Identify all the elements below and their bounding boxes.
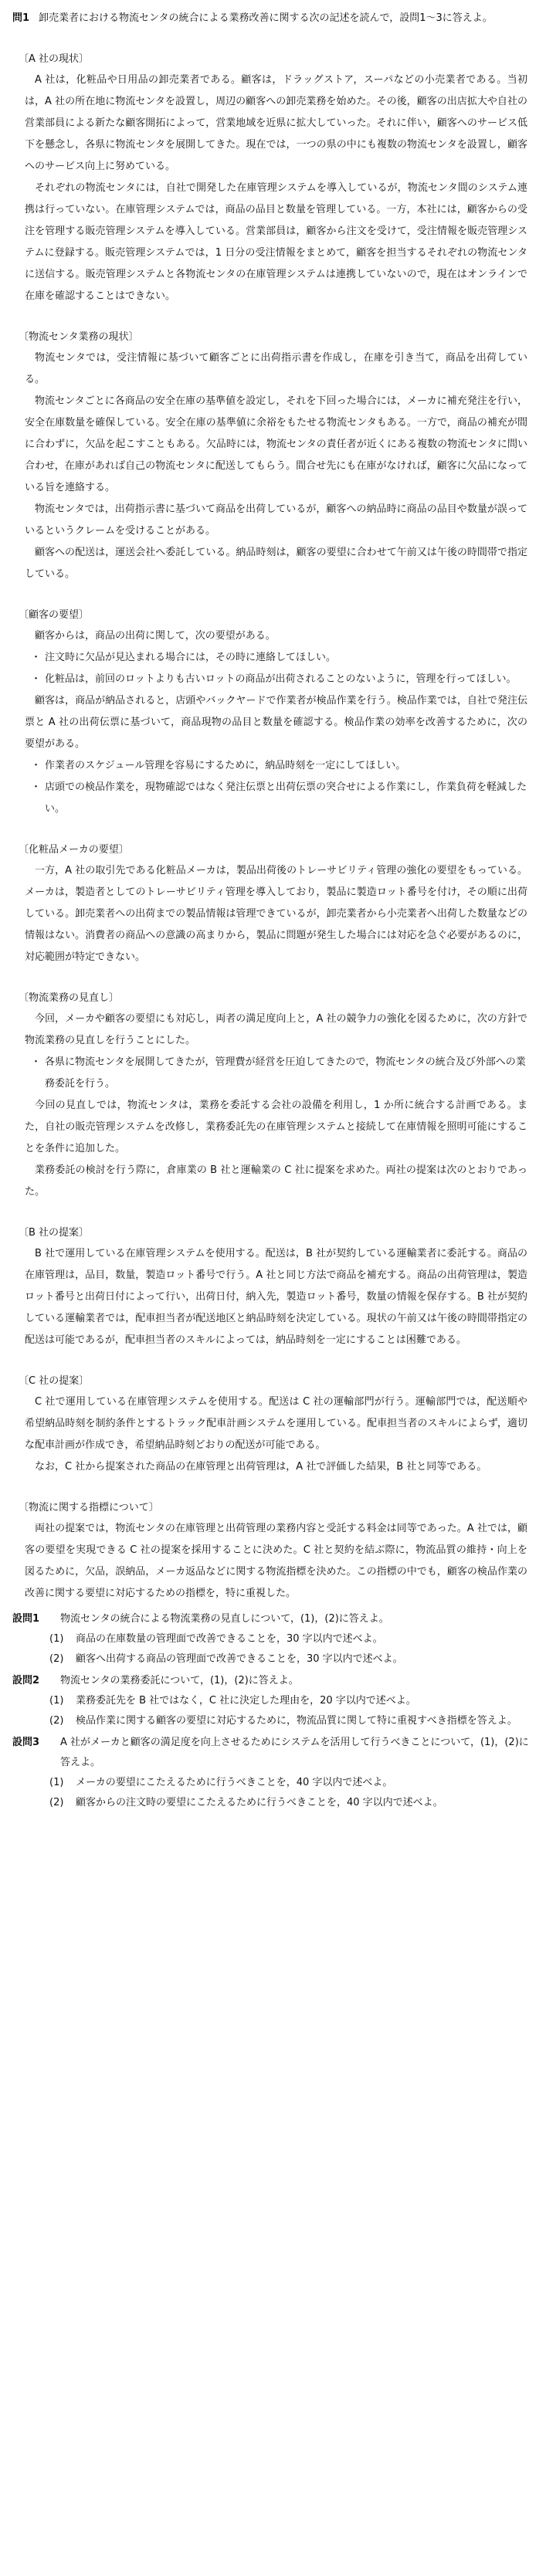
bullet-mark: ・ — [31, 1056, 42, 1068]
sub-question-number: 設問1 — [12, 1613, 40, 1625]
bullet-text: 作業者のスケジュール管理を容易にするために，納品時刻を一定にしてほしい。 — [45, 760, 406, 771]
paragraph: C 社で運用している在庫管理システムを使用する。配送は C 社の運輸部門が行う。運輸部門では，配送順や希望納品時刻を制約条件とするトラック配車計画システムを運用している。配車担当者のスキルによらず，適切な配車計画が作成でき，希望納品時刻どおりの配送が可能である。 — [25, 1396, 527, 1451]
sub-question-item — [49, 1711, 534, 1731]
item-number: (1) — [49, 1633, 64, 1645]
case-section — [12, 327, 534, 585]
bullet-mark: ・ — [31, 652, 42, 663]
paragraph: B 社で運用している在庫管理システムを使用する。配送は，B 社が契約している運輸業者に委託する。商品の在庫管理は，品目，数量，製造ロット番号で行う。A 社と同じ方法で商品を補充する。商品の出荷管理は，製造ロット番号と出荷日付によって行い，出荷日付，納入先，製造ロット番号，数量の情報を保存する。B 社が契約している運輸業者では，配車担当者が配送地区と納品時刻を決定している。現状の午前又は午後の時間帯指定の配送は可能であるが，配車担当者のスキルによっては，納品時刻を一定にすることは困難である。 — [25, 1248, 527, 1346]
item-number: (2) — [49, 1797, 64, 1808]
paragraph: 顧客からは，商品の出荷に関して，次の要望がある。 — [35, 630, 276, 642]
paragraph: 業務委託の検討を行う際に，倉庫業の B 社と運輸業の C 社に提案を求めた。両社の提案は次のとおりであった。 — [25, 1164, 527, 1198]
sub-questions — [12, 1609, 534, 1813]
section-title: 〔物流に関する指標について〕 — [19, 1502, 159, 1513]
section-title: 〔A 社の現状〕 — [19, 53, 90, 65]
item-number: (2) — [49, 1715, 64, 1727]
item-text: 顧客へ出荷する商品の管理面で改善できることを，30 字以内で述べよ。 — [76, 1653, 403, 1665]
paragraph: 物流センタでは，受注情報に基づいて顧客ごとに出荷指示書を作成し，在庫を引き当て，商品を出荷している。 — [25, 352, 527, 385]
sub-question-text: A 社がメーカと顧客の満足度を向上させるためにシステムを活用して行うべきことについて，(1)，(2)に答えよ。 — [60, 1737, 529, 1768]
item-text: 商品の在庫数量の管理面で改善できることを，30 字以内で述べよ。 — [76, 1633, 383, 1645]
sub-question-item — [49, 1773, 534, 1793]
case-section — [12, 1371, 534, 1478]
sub-question-item — [49, 1629, 534, 1649]
sub-question-item — [49, 1649, 534, 1669]
section-title: 〔顧客の要望〕 — [19, 609, 90, 621]
question-number: 問1 — [12, 12, 30, 24]
item-number: (1) — [49, 1695, 64, 1707]
paragraph: A 社は，化粧品や日用品の卸売業者である。顧客は，ドラッグストア，スーパなどの小売業者である。当初は，A 社の所在地に物流センタを設置し，周辺の顧客への卸売業務を始めた。その後，顧客の出店拡大や自社の営業部員による新たな顧客開拓によって，営業地域を近県に拡大していった。それに伴い，顧客へのサービス低下を懸念し，各県に物流センタを展開してきた。現在では，一つの県の中にも複数の物流センタを設置し，顧客へのサービス向上に努めている。 — [25, 74, 527, 172]
sub-question-number: 設問2 — [12, 1675, 40, 1686]
paragraph: 今回，メーカや顧客の要望にも対応し，両者の満足度向上と，A 社の競争力の強化を図るために，次の方針で物流業務の見直しを行うことにした。 — [25, 1013, 527, 1046]
sub-question-item — [49, 1793, 534, 1813]
bullet-item — [31, 755, 527, 777]
paragraph: 物流センタごとに各商品の安全在庫の基準値を設定し，それを下回った場合には，メーカに補充発注を行い，安全在庫数量を確保している。安全在庫の基準値に余裕をもたせる物流センタもある。一方で，商品の補充が間に合わずに，欠品を起こすこともある。欠品時には，物流センタの責任者が近くにある複数の物流センタに問い合わせ，在庫があれば自己の物流センタに配送してもらう。間合せ先にも在庫がなければ，顧客に欠品になっている旨を連絡する。 — [25, 395, 527, 493]
item-text: 業務委託先を B 社ではなく，C 社に決定した理由を，20 字以内で述べよ。 — [76, 1695, 416, 1707]
case-section — [12, 988, 534, 1203]
bullet-item — [31, 669, 527, 690]
section-title: 〔B 社の提案〕 — [19, 1227, 90, 1239]
paragraph: 物流センタでは，出荷指示書に基づいて商品を出荷しているが，顧客への納品時に商品の品目や数量が誤っているというクレームを受けることがある。 — [25, 503, 527, 537]
sub-question — [12, 1733, 534, 1773]
item-text: メーカの要望にこたえるために行うべきことを，40 字以内で述べよ。 — [76, 1777, 393, 1788]
paragraph: 今回の見直しでは，物流センタは，業務を委託する会社の設備を利用し，1 か所に統合する計画である。また，自社の販売管理システムを改修し，業務委託先の在庫管理システムと接続して在庫情報を照明可能にすることを条件に追加した。 — [25, 1100, 527, 1154]
item-text: 顧客からの注文時の要望にこたえるために行うべきことを，40 字以内で述べよ。 — [76, 1797, 443, 1808]
bullet-text: 化粧品は，前回のロットよりも古いロットの商品が出荷されることのないように，管理を行ってほしい。 — [45, 673, 517, 685]
sub-question — [12, 1609, 534, 1629]
item-number: (2) — [49, 1653, 64, 1665]
sub-question-number: 設問3 — [12, 1737, 40, 1748]
sub-question-text: 物流センタの統合による物流業務の見直しについて，(1)，(2)に答えよ。 — [60, 1613, 389, 1625]
section-title: 〔物流業務の見直し〕 — [19, 992, 120, 1004]
paragraph: 両社の提案では，物流センタの在庫管理と出荷管理の業務内容と受託する料金は同等であった。A 社では，顧客の要望を実現できる C 社の提案を採用することに決めた。C 社と契約を結ぶ際に，物流品質の維持・向上を図るために，欠品，誤納品，メーカ返品などに関する物流指標を決めた。この指標の中でも，顧客の検品作業の改善に関する要望に対応するための指標を，特に重視した。 — [25, 1523, 527, 1599]
bullet-item — [31, 1052, 527, 1095]
case-sections — [12, 49, 534, 1605]
item-number: (1) — [49, 1777, 64, 1788]
paragraph: 一方，A 社の取引先である化粧品メーカは，製品出荷後のトレーサビリティ管理の強化の要望をもっている。メーカは，製造者としてのトレーサビリティ管理を導入しており，製品に製造ロット番号を付け，その順に出荷している。卸売業者への出荷までの製品情報は管理できているが，卸売業者から小売業者へ出荷した数量などの情報はない。消費者の商品への意識の高まりから，製品に問題が発生した場合には対応を急ぐ必要があるのに，対応範囲が特定できない。 — [25, 865, 527, 963]
paragraph: 顧客への配送は，運送会社へ委託している。納品時刻は，顧客の要望に合わせて午前又は午後の時間帯で指定している。 — [25, 547, 527, 580]
sub-question — [12, 1671, 534, 1691]
section-title: 〔化粧品メーカの要望〕 — [19, 844, 129, 856]
bullet-text: 注文時に欠品が見込まれる場合には，その時に連絡してほしい。 — [45, 652, 337, 663]
paragraph: それぞれの物流センタには，自社で開発した在庫管理システムを導入しているが，物流センタ間のシステム連携は行っていない。在庫管理システムでは，商品の品目と数量を管理している。一方，本社には，顧客からの受注を管理する販売管理システムを導入している。営業部員は，顧客から注文を受けて，受注情報を販売管理システムに登録する。販売管理システムでは，1 日分の受注情報をまとめて，顧客を担当するそれぞれの物流センタに送信する。販売管理システムと各物流センタの在庫管理システムは連携していないので，現在はオンラインで在庫を確認することはできない。 — [25, 182, 527, 302]
bullet-mark: ・ — [31, 673, 42, 685]
sub-question-text: 物流センタの業務委託について，(1)，(2)に答えよ。 — [60, 1675, 299, 1686]
bullet-item — [31, 647, 527, 669]
question-header — [12, 8, 534, 29]
item-text: 検品作業に関する顧客の要望に対応するために，物流品質に関して特に重視すべき指標を答えよ。 — [76, 1715, 517, 1727]
bullet-mark: ・ — [31, 781, 42, 793]
case-section — [12, 605, 534, 820]
section-title: 〔C 社の提案〕 — [19, 1375, 90, 1387]
case-section — [12, 840, 534, 968]
bullet-mark: ・ — [31, 760, 42, 771]
sub-question-item — [49, 1691, 534, 1711]
section-title: 〔物流センタ業務の現状〕 — [19, 331, 139, 343]
case-section — [12, 1223, 534, 1351]
question-instruction: 卸売業者における物流センタの統合による業務改善に関する次の記述を読んで，設問1〜3に答えよ。 — [39, 12, 493, 24]
paragraph: 顧客は，商品が納品されると，店頭やバックヤードで作業者が検品作業を行う。検品作業では，自社で発注伝票と A 社の出荷伝票に基づいて，商品現物の品目と数量を確認する。検品作業の効率を改善するために，次の要望がある。 — [25, 695, 527, 750]
case-section — [12, 49, 534, 307]
bullet-text: 各県に物流センタを展開してきたが，管理費が経営を圧迫してきたので，物流センタの統合及び外部への業務委託を行う。 — [45, 1056, 526, 1090]
paragraph: なお，C 社から提案された商品の在庫管理と出荷管理は，A 社で評価した結果，B 社と同等である。 — [35, 1461, 487, 1473]
bullet-text: 店頭での検品作業を，現物確認ではなく発注伝票と出荷伝票の突合せによる作業にし，作業負荷を軽減したい。 — [45, 781, 527, 815]
case-section — [12, 1498, 534, 1605]
bullet-item — [31, 777, 527, 820]
